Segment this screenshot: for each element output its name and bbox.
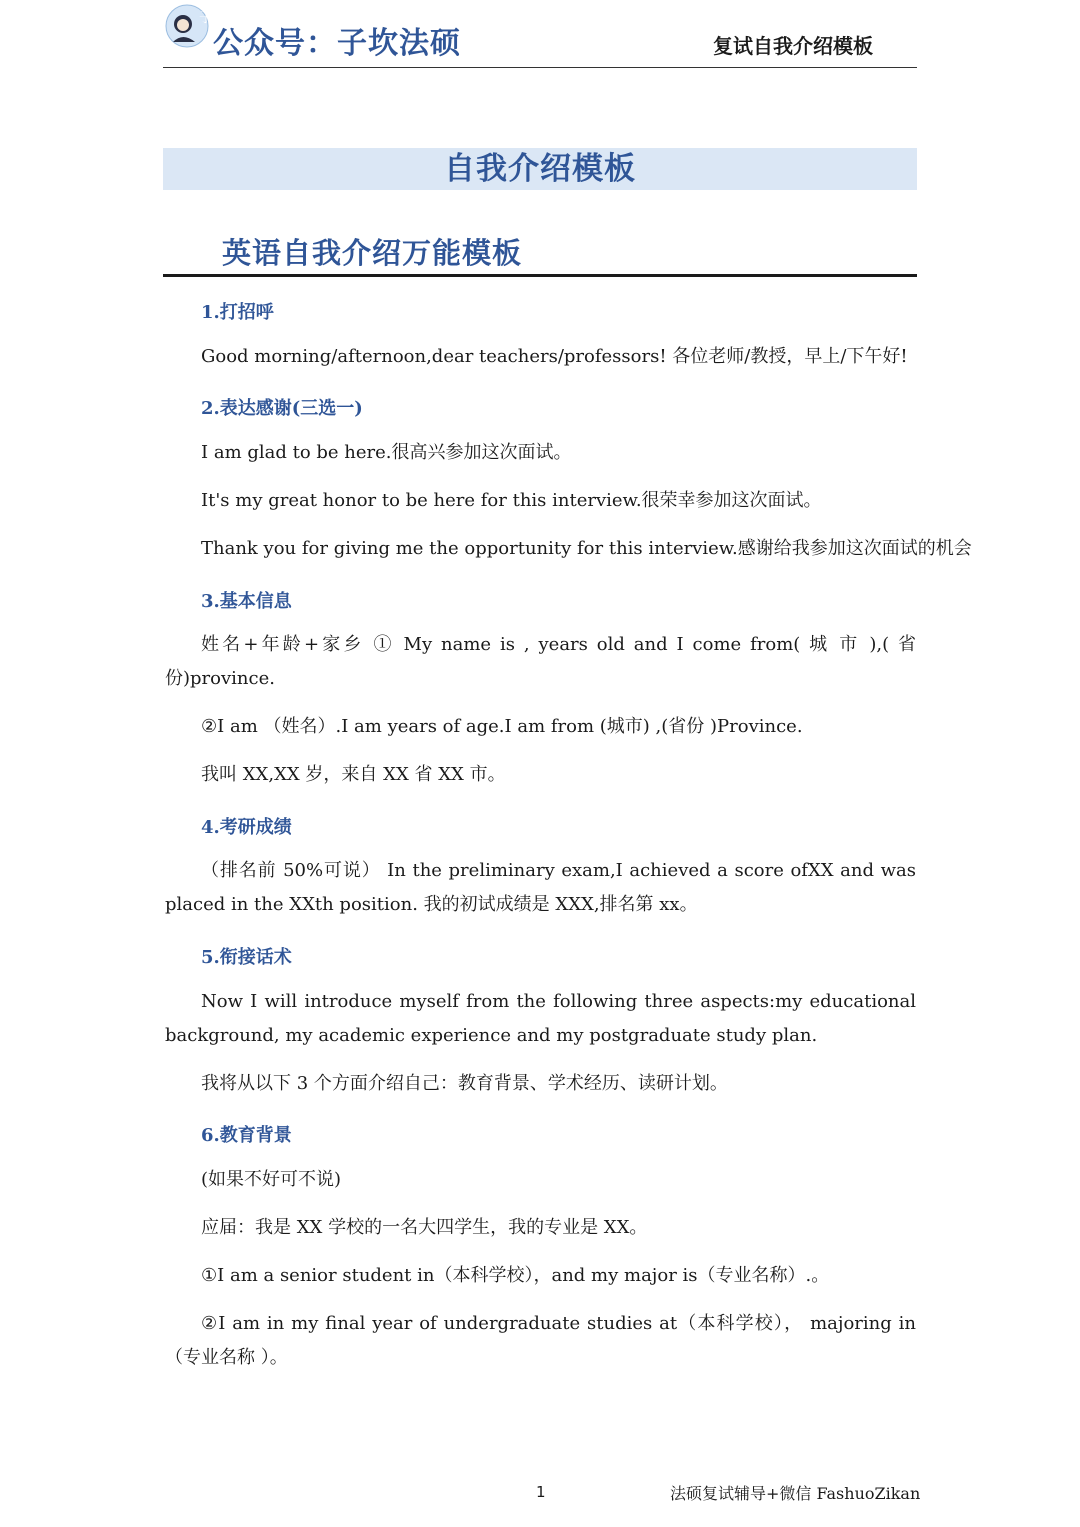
transition-cn-line: 我将从以下 3 个方面介绍自己：教育背景、学术经历、读研计划。 bbox=[201, 1073, 728, 1094]
page-number: 1 bbox=[536, 1483, 546, 1501]
section-divider bbox=[163, 274, 917, 277]
heading-thanks: 2.表达感谢(三选一) bbox=[201, 398, 363, 419]
header-doc-title: 复试自我介绍模板 bbox=[713, 34, 873, 58]
thanks-line-2: It's my great honor to be here for this interview.很荣幸参加这次面试。 bbox=[201, 490, 822, 511]
thanks-line-1: I am glad to be here.很高兴参加这次面试。 bbox=[201, 442, 572, 463]
education-cn-line: 应届：我是 XX 学校的一名大四学生，我的专业是 XX。 bbox=[201, 1217, 648, 1238]
basic-info-line-2: ②I am （姓名）.I am years of age.I am from (城市) ,(省份 )Province. bbox=[201, 716, 803, 737]
page-title: 自我介绍模板 bbox=[444, 151, 636, 187]
transition-paragraph: Now I will introduce myself from the following three aspects:my educational background, my academic experience and my postgraduate study plan. bbox=[165, 991, 916, 1046]
education-note: (如果不好可不说) bbox=[201, 1169, 342, 1190]
heading-education: 6.教育背景 bbox=[201, 1125, 292, 1146]
header-brand: 公众号：子坎法硕 bbox=[213, 26, 461, 61]
logo-icon bbox=[163, 4, 211, 48]
page-header bbox=[163, 0, 917, 68]
heading-score: 4.考研成绩 bbox=[201, 817, 292, 838]
heading-basic-info: 3.基本信息 bbox=[201, 591, 292, 612]
footer-contact: 法硕复试辅导+微信 FashuoZikan bbox=[670, 1484, 921, 1503]
logo-text: 子 bbox=[199, 10, 213, 26]
education-line-1: ①I am a senior student in（本科学校），and my major is（专业名称）.。 bbox=[201, 1265, 830, 1286]
heading-transition: 5.衔接话术 bbox=[201, 947, 292, 968]
heading-greeting: 1.打招呼 bbox=[201, 302, 274, 323]
basic-info-line-3: 我叫 XX,XX 岁，来自 XX 省 XX 市。 bbox=[201, 764, 506, 785]
greeting-line: Good morning/afternoon,dear teachers/professors! 各位老师/教授，早上/下午好! bbox=[201, 346, 908, 367]
basic-info-line-1: 姓名+年龄+家乡 ① My name is , years old and I come from( 城 市 ),( 省份)province. bbox=[165, 634, 916, 689]
education-line-2: ②I am in my final year of undergraduate studies at（本科学校）， majoring in（专业名称 ）。 bbox=[165, 1313, 916, 1368]
section-title: 英语自我介绍万能模板 bbox=[222, 236, 523, 270]
score-paragraph: （排名前 50%可说） In the preliminary exam,I achieved a score ofXX and was placed in the XXth position. 我的初试成绩是 XXX,排名第 xx。 bbox=[165, 860, 916, 915]
title-band bbox=[163, 148, 917, 190]
thanks-line-3: Thank you for giving me the opportunity for this interview.感谢给我参加这次面试的机会 bbox=[201, 538, 972, 559]
